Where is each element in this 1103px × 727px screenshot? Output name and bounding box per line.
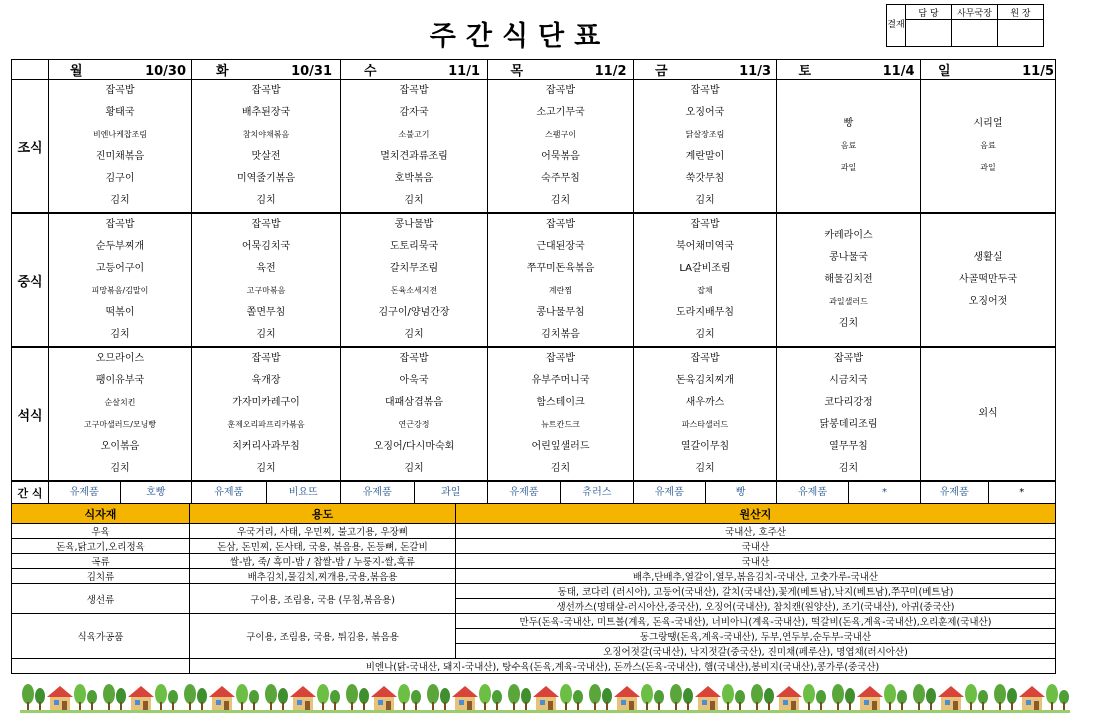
origin-item: 식육가공품	[12, 614, 190, 659]
menu-item: 고등어구이	[95, 263, 145, 274]
menu-item: 대패삼겹볶음	[385, 397, 443, 408]
menu-item: 잡곡밥	[251, 85, 281, 96]
menu-item: 돈육김치찌개	[676, 375, 734, 386]
menu-cell	[192, 213, 341, 347]
menu-item: 근대된장국	[536, 241, 585, 252]
day-date: 10/30	[145, 64, 186, 79]
snack-pair	[634, 482, 776, 504]
menu-item: 감자국	[399, 107, 429, 118]
menu-item: 코다리강정	[824, 397, 873, 408]
menu-item: 잡곡밥	[399, 353, 429, 364]
day-header-cell	[192, 60, 341, 80]
house-tree-icon	[587, 680, 667, 710]
origin-row	[12, 584, 1056, 599]
menu-item: 진미채볶음	[95, 151, 145, 162]
menu-item: 오징어/다시마숙회	[373, 441, 455, 452]
origin-row	[12, 614, 1056, 629]
menu-cell	[777, 80, 921, 214]
day-name: 수	[364, 64, 377, 79]
approval-label: 결재	[887, 5, 906, 47]
origin-use: 구이용, 조림용, 국용 (무침,볶음용)	[190, 584, 456, 614]
menu-cell	[341, 213, 488, 347]
menu-item: 유부주머니국	[531, 375, 590, 386]
menu-cell	[192, 80, 341, 214]
origin-footer-row	[12, 659, 1056, 674]
snack-pair	[49, 482, 191, 504]
menu-item: 잡곡밥	[546, 85, 575, 96]
origin-use: 우국거리, 사태, 우민찌, 불고기용, 우장삐	[190, 524, 456, 539]
menu-item: 함스테이크	[536, 397, 585, 408]
menu-item: 열무무침	[829, 441, 868, 452]
menu-item: 소고기무국	[536, 107, 585, 118]
day-date: 11/2	[594, 64, 627, 79]
menu-item: 해물김치전	[824, 274, 873, 285]
menu-item: 어묵볶음	[541, 151, 580, 162]
day-header-cell	[341, 60, 488, 80]
menu-item: 김치	[695, 329, 715, 340]
origin-use: 배추김치,물김치,찌개용,국용,볶음용	[190, 569, 456, 584]
meal-row	[12, 213, 1056, 347]
house-tree-icon	[425, 680, 505, 710]
menu-item: 김치	[256, 329, 276, 340]
snack-dairy: 유제품	[341, 482, 415, 504]
menu-item: 시리얼	[973, 118, 1003, 129]
menu-cell	[488, 80, 634, 214]
origin-use: 쌀-밥, 죽/ 흑미-밥 / 찹쌀-밥 / 누룽지-쌀,흑류	[190, 554, 456, 569]
menu-item: 김치	[838, 318, 859, 329]
menu-item: 외식	[978, 408, 998, 419]
menu-item: 김치	[404, 463, 424, 474]
menu-item: 잡곡밥	[546, 353, 575, 364]
menu-item: 김치	[256, 463, 276, 474]
decorative-village-footer	[20, 680, 1070, 712]
menu-item: 오이볶음	[100, 441, 140, 452]
origin-value: 동태, 코다리 (러시아), 고등어(국내산), 갈치(국내산),꽃게(베트남),낙지(베트남),쭈꾸미(베트남)	[456, 584, 1056, 599]
signature-cell[interactable]	[952, 20, 998, 47]
menu-item: 도토리묵국	[389, 241, 439, 252]
day-header-cell	[488, 60, 634, 80]
day-date: 10/31	[291, 64, 332, 79]
origin-footer-spacer	[12, 659, 190, 674]
menu-item: 북어채미역국	[676, 241, 734, 252]
menu-item: 가자미카레구이	[232, 397, 300, 408]
menu-item: 황태국	[105, 107, 135, 118]
menu-cell	[634, 80, 777, 214]
snack-item: *	[1019, 487, 1025, 498]
menu-cell	[49, 347, 192, 481]
snack-cell	[49, 481, 192, 505]
menu-item: 참치야채볶음	[242, 130, 290, 139]
menu-item: 도라지배무침	[676, 307, 734, 318]
snack-pair	[192, 482, 340, 504]
menu-item: 스팸구이	[545, 130, 576, 139]
snack-dairy: 유제품	[192, 482, 267, 504]
snack-item: 과일	[441, 487, 461, 498]
house-tree-icon	[506, 680, 586, 710]
house-tree-icon	[263, 680, 343, 710]
day-date: 11/1	[448, 64, 480, 79]
menu-cell	[921, 213, 1056, 347]
origin-item: 김치류	[12, 569, 190, 584]
snack-item: *	[882, 487, 887, 498]
menu-item: LA갈비조림	[679, 263, 731, 274]
day-header-row	[12, 60, 1056, 80]
snack-item: 비요뜨	[288, 487, 318, 498]
origin-footer-value: 비엔나(닭-국내산, 돼지-국내산), 탕수육(돈육,계육-국내산), 돈까스(돈육-국내산), 햄(국내산),봉비지(국내산),콩가루(중국산)	[190, 659, 1056, 674]
menu-item: 김치	[404, 329, 424, 340]
approval-role: 사무국장	[952, 5, 998, 20]
menu-item: 숙주무침	[541, 173, 580, 184]
snack-pair	[921, 482, 1055, 504]
menu-item: 과일샐러드	[829, 297, 868, 306]
origin-row	[12, 554, 1056, 569]
menu-item: 오므라이스	[95, 353, 145, 364]
menu-item: 잡곡밥	[690, 85, 720, 96]
page-title: 주간식단표	[429, 21, 611, 52]
menu-cell	[488, 347, 634, 481]
menu-item: 잡곡밥	[251, 219, 281, 230]
menu-item: 콩나물밥	[394, 219, 434, 230]
approval-role: 원 장	[998, 5, 1044, 20]
snack-dairy: 유제품	[488, 482, 561, 504]
menu-item: 시금치국	[829, 375, 868, 386]
menu-item: 잡곡밥	[399, 85, 429, 96]
day-date: 11/4	[882, 64, 915, 79]
menu-item: 김치볶음	[541, 329, 580, 340]
menu-item: 연근강정	[398, 420, 430, 429]
menu-cell	[49, 80, 192, 214]
menu-item: 맛살전	[251, 151, 281, 162]
menu-item: 계란찜	[548, 286, 573, 295]
signature-cell[interactable]	[998, 20, 1044, 47]
menu-item: 김치	[838, 463, 859, 474]
day-name: 토	[798, 64, 812, 79]
house-tree-icon	[182, 680, 262, 710]
menu-item: 파스타샐러드	[681, 420, 729, 429]
corner-cell	[12, 60, 49, 80]
meal-label: 조식	[12, 80, 49, 214]
house-tree-icon	[911, 680, 991, 710]
menu-item: 과일	[840, 163, 857, 172]
menu-item: 잡곡밥	[546, 219, 575, 230]
menu-item: 오징어젓	[968, 296, 1008, 307]
meal-label: 석식	[12, 347, 49, 481]
origin-value: 배추,단배추,열갈이,열무,볶음김치-국내산, 고춧가루-국내산	[456, 569, 1056, 584]
menu-item: 김치	[110, 463, 130, 474]
menu-item: 육전	[256, 263, 276, 274]
snack-cell	[192, 481, 341, 505]
menu-item: 어묵김치국	[241, 241, 291, 252]
menu-item: 떡볶이	[105, 307, 135, 318]
snack-cell	[921, 481, 1056, 505]
menu-item: 음료	[980, 141, 996, 150]
menu-item: 잡채	[697, 286, 713, 295]
menu-item: 김구이	[105, 173, 135, 184]
menu-item: 호박볶음	[394, 173, 434, 184]
day-date: 11/3	[739, 64, 771, 79]
menu-item: 새우까스	[685, 397, 725, 408]
menu-item: 김치	[256, 195, 276, 206]
origin-table	[11, 503, 1056, 674]
origin-row	[12, 569, 1056, 584]
snack-pair	[777, 482, 920, 504]
menu-item: 김치	[404, 195, 424, 206]
day-date: 11/5	[1022, 64, 1054, 79]
day-header-cell	[921, 60, 1056, 80]
menu-item: 고구마볶음	[246, 286, 286, 295]
snack-row	[12, 481, 1056, 505]
menu-cell	[777, 347, 921, 481]
day-header-cell	[777, 60, 921, 80]
menu-item: 고구마샐러드/모닝빵	[83, 420, 157, 429]
origin-item: 우육	[12, 524, 190, 539]
menu-item: 열갈이무침	[680, 441, 730, 452]
menu-item: 아욱국	[399, 375, 429, 386]
house-tree-icon	[101, 680, 181, 710]
menu-item: 카레라이스	[824, 230, 873, 241]
menu-cell	[488, 213, 634, 347]
snack-item: 츄러스	[582, 487, 612, 498]
house-tree-icon	[344, 680, 424, 710]
signature-cell[interactable]	[906, 20, 952, 47]
snack-pair	[341, 482, 487, 504]
menu-item: 계란말이	[685, 151, 725, 162]
menu-item: 김구이/양념간장	[378, 307, 450, 318]
menu-item: 훈제오리파프리카볶음	[227, 420, 305, 429]
menu-item: 과일	[980, 163, 996, 172]
grass-line	[20, 710, 1070, 713]
menu-item: 비엔나케찹조림	[92, 130, 148, 139]
origin-item: 곡류	[12, 554, 190, 569]
menu-item: 쫄면무침	[246, 307, 286, 318]
menu-item: 육개장	[251, 375, 281, 386]
menu-item: 팽이유부국	[95, 375, 145, 386]
meal-row	[12, 347, 1056, 481]
snack-dairy: 유제품	[921, 482, 989, 504]
menu-item: 치커리사과무침	[232, 441, 300, 452]
menu-item: 순살치킨	[104, 398, 136, 407]
day-name: 화	[216, 64, 229, 79]
meal-row	[12, 80, 1056, 214]
approval-box	[886, 4, 1044, 47]
menu-item: 잡곡밥	[105, 85, 135, 96]
approval-role: 담 당	[906, 5, 952, 20]
menu-cell	[921, 80, 1056, 214]
origin-value: 동그랑땡(돈육,계육-국내산), 두부,연두부,순두부-국내산	[456, 629, 1056, 644]
menu-cell	[192, 347, 341, 481]
menu-item: 김치	[695, 195, 715, 206]
menu-item: 순두부찌개	[95, 241, 145, 252]
menu-item: 쭈꾸미돈육볶음	[526, 263, 595, 274]
menu-cell	[341, 347, 488, 481]
menu-item: 쑥갓무침	[685, 173, 725, 184]
menu-item: 미역줄기볶음	[237, 173, 295, 184]
menu-item: 김치	[550, 195, 571, 206]
origin-value: 국내산	[456, 554, 1056, 569]
menu-cell	[921, 347, 1056, 481]
menu-item: 잡곡밥	[105, 219, 135, 230]
origin-header-item: 식자재	[12, 504, 190, 524]
menu-item: 오징어국	[685, 107, 725, 118]
menu-item: 김치	[695, 463, 715, 474]
menu-item: 닭살장조림	[685, 130, 725, 139]
day-name: 일	[938, 64, 951, 79]
day-header-cell	[634, 60, 777, 80]
menu-item: 잡곡밥	[251, 353, 281, 364]
menu-cell	[634, 213, 777, 347]
menu-item: 빵	[843, 118, 854, 129]
snack-cell	[777, 481, 921, 505]
origin-use: 돈삼, 돈민찌, 돈사태, 국용, 볶음용, 돈등뼈, 돈갈비	[190, 539, 456, 554]
menu-item: 멸치견과류조림	[380, 151, 448, 162]
origin-header-use: 용도	[190, 504, 456, 524]
origin-value: 만두(돈육-국내산, 미트볼(계육, 돈육-국내산), 너비아니(계육-국내산), 떡갈비(돈육,계육-국내산),오리훈제(국내산)	[456, 614, 1056, 629]
menu-item: 김치	[110, 329, 130, 340]
menu-item: 뉴트칸드크	[541, 420, 580, 429]
menu-item: 어린잎샐러드	[531, 441, 590, 452]
house-tree-icon	[668, 680, 748, 710]
menu-item: 콩나물무침	[536, 307, 585, 318]
menu-item: 김치	[550, 463, 571, 474]
snack-cell	[488, 481, 634, 505]
snack-pair	[488, 482, 633, 504]
menu-item: 잡곡밥	[690, 353, 720, 364]
menu-cell	[777, 213, 921, 347]
menu-item: 잡곡밥	[690, 219, 720, 230]
menu-item: 피망볶음/김말이	[91, 286, 149, 295]
origin-value: 국내산, 호주산	[456, 524, 1056, 539]
menu-item: 생활실	[973, 252, 1003, 263]
menu-item: 소불고기	[398, 130, 430, 139]
snack-dairy: 유제품	[777, 482, 849, 504]
menu-item: 김치	[110, 195, 130, 206]
menu-item: 돈육소세지전	[390, 286, 438, 295]
day-name: 금	[655, 64, 668, 79]
origin-row	[12, 539, 1056, 554]
menu-item: 음료	[840, 141, 857, 150]
menu-item: 갈치무조림	[389, 263, 439, 274]
house-tree-icon	[20, 680, 100, 710]
meal-label: 중식	[12, 213, 49, 347]
menu-cell	[341, 80, 488, 214]
menu-item: 콩나물국	[829, 252, 868, 263]
origin-value: 생선까스(명태살-러시아산,중국산), 오징어(국내산), 참치캔(원양산), 조기(국내산), 아귀(중국산)	[456, 599, 1056, 614]
house-tree-icon	[830, 680, 910, 710]
menu-item: 잡곡밥	[834, 353, 863, 364]
snack-dairy: 유제품	[49, 482, 121, 504]
origin-row	[12, 524, 1056, 539]
house-tree-icon	[992, 680, 1072, 710]
snack-item: 빵	[735, 487, 746, 498]
menu-cell	[49, 213, 192, 347]
day-name: 목	[510, 64, 524, 79]
menu-item: 배추된장국	[241, 107, 291, 118]
origin-value: 오징어젓갈(국내산), 낙지젓갈(중국산), 진미채(페루산), 명엽채(러시아산)	[456, 644, 1056, 659]
menu-item: 닭봉데리조림	[819, 419, 878, 430]
origin-item: 돈육,닭고기,오리정육	[12, 539, 190, 554]
snack-item: 호빵	[146, 487, 166, 498]
origin-item: 생선류	[12, 584, 190, 614]
snack-cell	[341, 481, 488, 505]
day-name: 월	[70, 64, 83, 79]
snack-label: 간 식	[12, 481, 49, 505]
weekly-menu-table	[11, 59, 1056, 505]
house-tree-icon	[749, 680, 829, 710]
menu-item: 사골떡만두국	[959, 274, 1017, 285]
origin-header-origin: 원산지	[456, 504, 1056, 524]
menu-cell	[634, 347, 777, 481]
snack-cell	[634, 481, 777, 505]
day-header-cell	[49, 60, 192, 80]
origin-value: 국내산	[456, 539, 1056, 554]
origin-use: 구이용, 조림용, 국용, 튀김용, 볶음용	[190, 614, 456, 659]
snack-dairy: 유제품	[634, 482, 706, 504]
